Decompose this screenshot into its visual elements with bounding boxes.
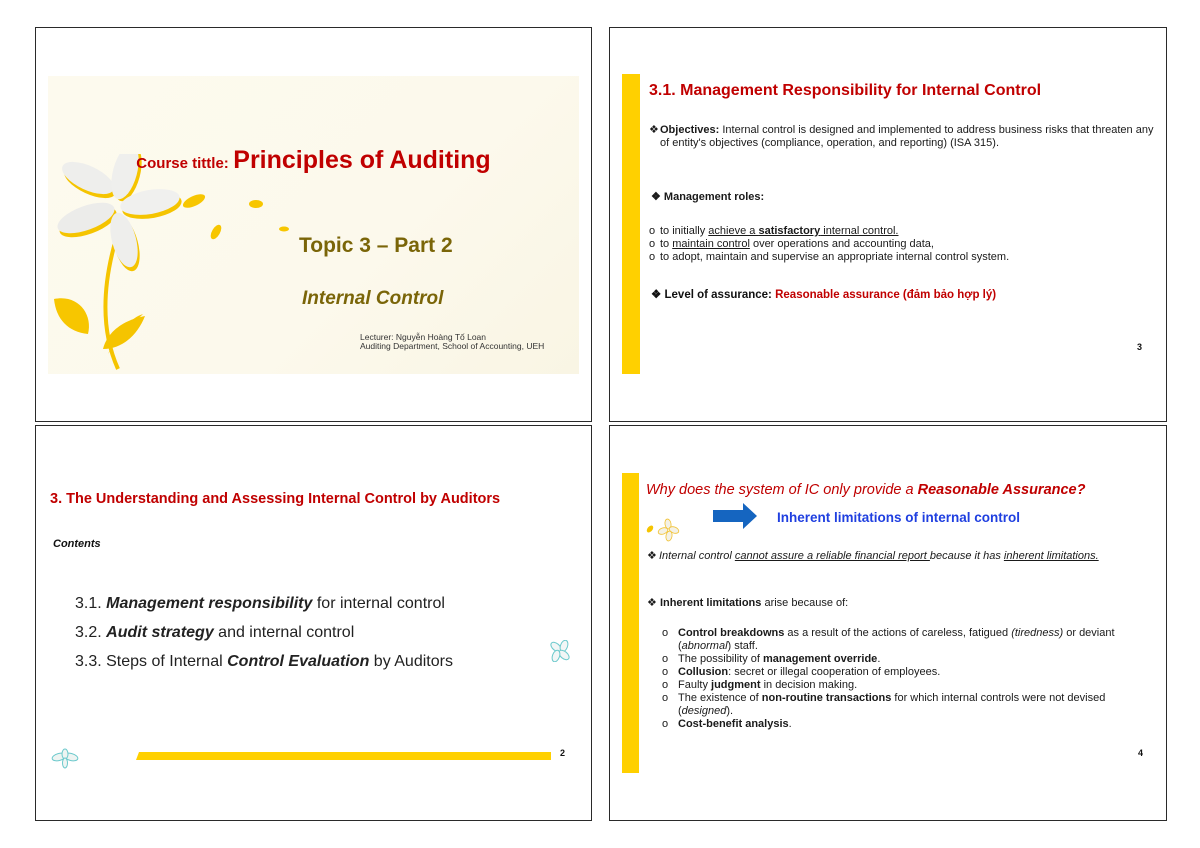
role-underlined: maintain control [672, 238, 750, 250]
item-text: for internal control [312, 595, 445, 612]
item-emphasis: Audit strategy [106, 624, 214, 641]
intro-bold: Inherent limitations [659, 597, 762, 609]
limitation-segment: as a result of the actions of careless, fatigued [784, 627, 1012, 639]
accent-bar [622, 74, 640, 374]
page-number: 4 [1138, 748, 1144, 758]
item-number: 3.2. [75, 624, 102, 641]
page-number: 2 [560, 748, 566, 758]
lecturer-info [360, 333, 544, 351]
circle-bullet-icon: o [662, 718, 669, 730]
intro-text: arise because of: [761, 597, 849, 609]
circle-bullet-icon: o [662, 679, 669, 691]
limitation-text [678, 718, 792, 731]
limitation-italic: (tiredness) [1011, 627, 1064, 639]
flower-icon [646, 518, 682, 542]
paragraph-text: Internal control [659, 550, 735, 562]
role-underlined: achieve a [708, 225, 759, 237]
limitation-segment: . [788, 718, 792, 730]
list-item [662, 718, 1132, 731]
limitation-segment: for which internal controls were not devised ( [678, 692, 1106, 717]
diamond-bullet-icon: ❖ [647, 550, 657, 562]
lecturer-name: Lecturer: Nguyễn Hoàng Tố Loan [360, 332, 487, 342]
circle-bullet-icon: o [649, 238, 656, 250]
management-roles-heading: ❖ Management roles: [651, 191, 765, 203]
list-item [649, 225, 1009, 238]
contents-item [75, 647, 453, 676]
objectives-paragraph [649, 124, 1154, 150]
flower-icon [549, 640, 571, 662]
circle-bullet-icon: o [662, 627, 669, 639]
role-text: to adopt, maintain and supervise an appropriate internal control system. [660, 251, 1010, 263]
item-emphasis: Control Evaluation [227, 653, 370, 670]
limitation-text [678, 692, 1132, 718]
limitation-segment: . [877, 653, 881, 665]
limitation-bold: Control breakdowns [678, 627, 785, 639]
accent-bar [136, 752, 551, 760]
level-label: ❖ Level of assurance: [651, 289, 772, 301]
limitation-text [678, 666, 940, 679]
item-number: 3.1. [75, 595, 102, 612]
list-item [662, 627, 1132, 653]
limitation-italic: abnormal [681, 640, 728, 652]
circle-bullet-icon: o [662, 692, 669, 704]
item-number: 3.3. [75, 653, 102, 670]
contents-item [75, 618, 453, 647]
role-text: to [660, 238, 673, 250]
list-item [662, 653, 1132, 666]
limitation-bold: Collusion [678, 666, 729, 678]
limitation-bold: management override [762, 653, 878, 665]
contents-item [75, 589, 453, 618]
question-emphasis: Reasonable Assurance? [917, 482, 1086, 498]
role-underlined: internal control. [820, 225, 899, 237]
limitation-segment: in decision making. [760, 679, 858, 691]
slide-question [646, 482, 1085, 498]
limitation-bold: Cost-benefit analysis [678, 718, 789, 730]
slide-3-management-responsibility [609, 27, 1167, 422]
role-bold: satisfactory [758, 225, 821, 237]
course-title-text: Principles of Auditing [233, 146, 491, 174]
contents-label: Contents [53, 538, 101, 550]
right-arrow-icon [713, 503, 757, 529]
level-value: Reasonable assurance (đảm bảo hợp lý) [775, 289, 997, 301]
level-of-assurance [651, 287, 996, 301]
limitation-segment: ). [726, 705, 734, 717]
limitation-text [678, 679, 857, 692]
limitation-italic: designed [681, 705, 727, 717]
limitation-segment: ) staff. [727, 640, 758, 652]
question-text: Why does the system of IC only provide a [646, 482, 918, 498]
course-title [48, 146, 579, 175]
item-text: by Auditors [369, 653, 453, 670]
department-name: Auditing Department, School of Accounting, UEH [360, 341, 545, 351]
slide-4-inherent-limitations [609, 425, 1167, 821]
diamond-bullet-icon: ❖ [647, 597, 657, 609]
objectives-label: Objectives: [660, 124, 720, 136]
paragraph-underlined: cannot assure a reliable financial report [734, 550, 930, 562]
accent-bar [622, 473, 639, 773]
circle-bullet-icon: o [662, 666, 669, 678]
list-item [662, 666, 1132, 679]
slide-title: 3.1. Management Responsibility for Internal Control [649, 82, 1042, 99]
slide-title: 3. The Understanding and Assessing Internal Control by Auditors [50, 491, 501, 507]
limitation-segment: or deviant ( [678, 627, 1115, 652]
list-item [662, 679, 1132, 692]
inherent-limitations-heading: Inherent limitations of internal control [777, 510, 1021, 525]
contents-list [75, 589, 453, 676]
limitation-text [678, 653, 880, 666]
paragraph-underlined: inherent limitations. [1003, 550, 1099, 562]
limitation-segment: : secret or illegal cooperation of employees. [728, 666, 941, 678]
circle-bullet-icon: o [662, 653, 669, 665]
list-item [649, 238, 1009, 251]
limitation-segment: Faulty [678, 679, 712, 691]
item-emphasis: Management responsibility [106, 595, 313, 612]
limitation-bold: non-routine transactions [761, 692, 892, 704]
item-text: Steps of Internal [101, 653, 223, 670]
limitation-bold: judgment [711, 679, 761, 691]
role-text: to initially [660, 225, 709, 237]
circle-bullet-icon: o [649, 225, 656, 237]
reliability-paragraph [647, 550, 1137, 563]
management-roles-list [649, 225, 1009, 264]
limitation-segment: The existence of [678, 692, 762, 704]
limitation-segment: The possibility of [678, 653, 763, 665]
list-item [662, 692, 1132, 718]
role-text: over operations and accounting data, [749, 238, 934, 250]
inherent-limitations-intro [647, 597, 848, 610]
diamond-bullet-icon: ❖ [649, 124, 659, 136]
topic-heading: Topic 3 – Part 2 [299, 234, 453, 257]
objectives-text: Internal control is designed and implemented to address business risks that threaten any of entity's objectives (compliance, operation, and reporting) (ISA 315). [660, 124, 1154, 149]
flower-icon [51, 748, 79, 770]
slide-1-title [35, 27, 592, 422]
paragraph-text: because it has [929, 550, 1004, 562]
list-item [649, 251, 1009, 264]
item-text: and internal control [213, 624, 355, 641]
flower-illustration-icon [48, 154, 348, 374]
slide-2-contents [35, 425, 592, 821]
topic-subtitle: Internal Control [302, 288, 444, 309]
circle-bullet-icon: o [649, 251, 656, 263]
title-background [48, 76, 579, 374]
course-title-label: Course tittle: [136, 155, 229, 172]
limitation-text [678, 627, 1132, 653]
page-number: 3 [1137, 342, 1143, 352]
limitations-list [662, 627, 1132, 731]
